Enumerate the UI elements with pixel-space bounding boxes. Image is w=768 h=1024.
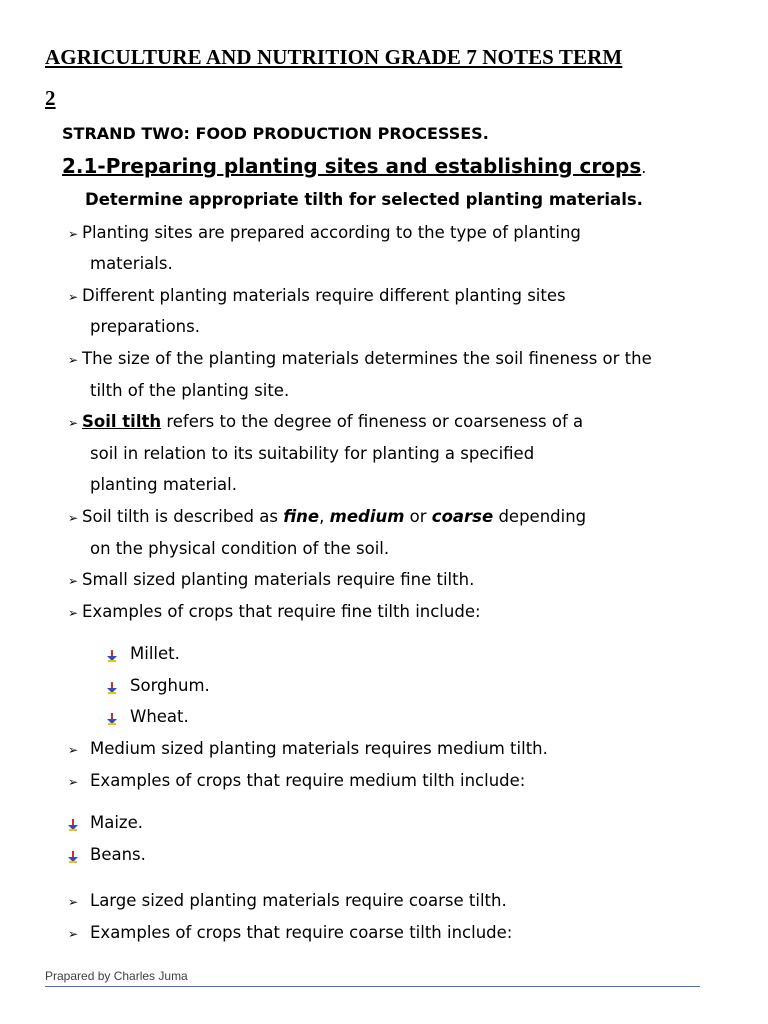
colored-arrow-bullet-icon [107,682,117,694]
point-1 [68,223,581,242]
point-5 [68,507,586,526]
point-1-line-1: Planting sites are prepared according to the type of planting [82,223,581,242]
arrow-bullet-icon: ➢ [68,743,79,757]
point-10-text: Large sized planting materials require coarse tilth. [90,891,507,910]
coarse-term: coarse [431,507,494,526]
section-heading-period: . [641,158,647,177]
soil-tilth-term: Soil tilth [82,412,162,431]
colored-arrow-bullet-icon [68,851,78,863]
arrow-bullet-icon: ➢ [68,606,79,620]
arrow-bullet-icon: ➢ [68,511,79,525]
medium-term: medium [329,507,405,526]
point-5-or: or [404,507,432,526]
point-5-text-a: Soil tilth is described as [82,507,284,526]
arrow-bullet-icon: ➢ [68,775,79,789]
point-6-text: Small sized planting materials require fine tilth. [82,570,475,589]
point-5-line-2: on the physical condition of the soil. [90,539,390,558]
fine-crop-sorghum: Sorghum. [130,676,210,695]
arrow-bullet-icon: ➢ [68,574,79,588]
point-1-line-2: materials. [90,254,173,273]
footer-rule [45,986,700,987]
point-4-line-3: planting material. [90,475,237,494]
colored-arrow-bullet-icon [107,713,117,725]
arrow-bullet-icon: ➢ [68,290,79,304]
point-4 [68,412,583,431]
point-3-line-1: The size of the planting materials determines the soil fineness or the [82,349,652,368]
point-5-text-b: depending [493,507,587,526]
arrow-bullet-icon: ➢ [68,227,79,241]
colored-arrow-bullet-icon [68,819,78,831]
medium-crop-maize: Maize. [90,813,143,832]
point-11-text: Examples of crops that require coarse tilth include: [90,923,513,942]
point-8 [68,739,548,758]
document-title-term-number: 2 [45,86,56,110]
point-2 [68,286,566,305]
arrow-bullet-icon: ➢ [68,416,79,430]
document-title: AGRICULTURE AND NUTRITION GRADE 7 NOTES TERM [45,45,623,69]
point-6 [68,570,474,589]
arrow-bullet-icon: ➢ [68,895,79,909]
footer-author: Prapared by Charles Juma [45,969,188,983]
section-heading-text: 2.1-Preparing planting sites and establishing crops [62,154,642,178]
point-7-text: Examples of crops that require fine tilth include: [82,602,481,621]
fine-crop-millet: Millet. [130,644,180,663]
point-11 [68,923,512,942]
point-10 [68,891,507,910]
point-8-text: Medium sized planting materials requires medium tilth. [90,739,548,758]
fine-term: fine [283,507,320,526]
fine-crop-wheat: Wheat. [130,707,189,726]
arrow-bullet-icon: ➢ [68,927,79,941]
point-9 [68,771,525,790]
arrow-bullet-icon: ➢ [68,353,79,367]
point-4-line-1: refers to the degree of fineness or coarseness of a [161,412,584,431]
point-9-text: Examples of crops that require medium tilth include: [90,771,526,790]
point-7 [68,602,481,621]
point-3-line-2: tilth of the planting site. [90,381,290,400]
medium-crop-beans: Beans. [90,845,146,864]
point-2-line-1: Different planting materials require different planting sites [82,286,566,305]
colored-arrow-bullet-icon [107,650,117,662]
point-3 [68,349,652,368]
point-4-line-2: soil in relation to its suitability for planting a specified [90,444,535,463]
section-heading [62,154,646,178]
point-5-comma: , [319,507,330,526]
point-2-line-2: preparations. [90,317,200,336]
strand-heading: STRAND TWO: FOOD PRODUCTION PROCESSES. [62,124,489,143]
subheading: Determine appropriate tilth for selected planting materials. [85,190,643,209]
